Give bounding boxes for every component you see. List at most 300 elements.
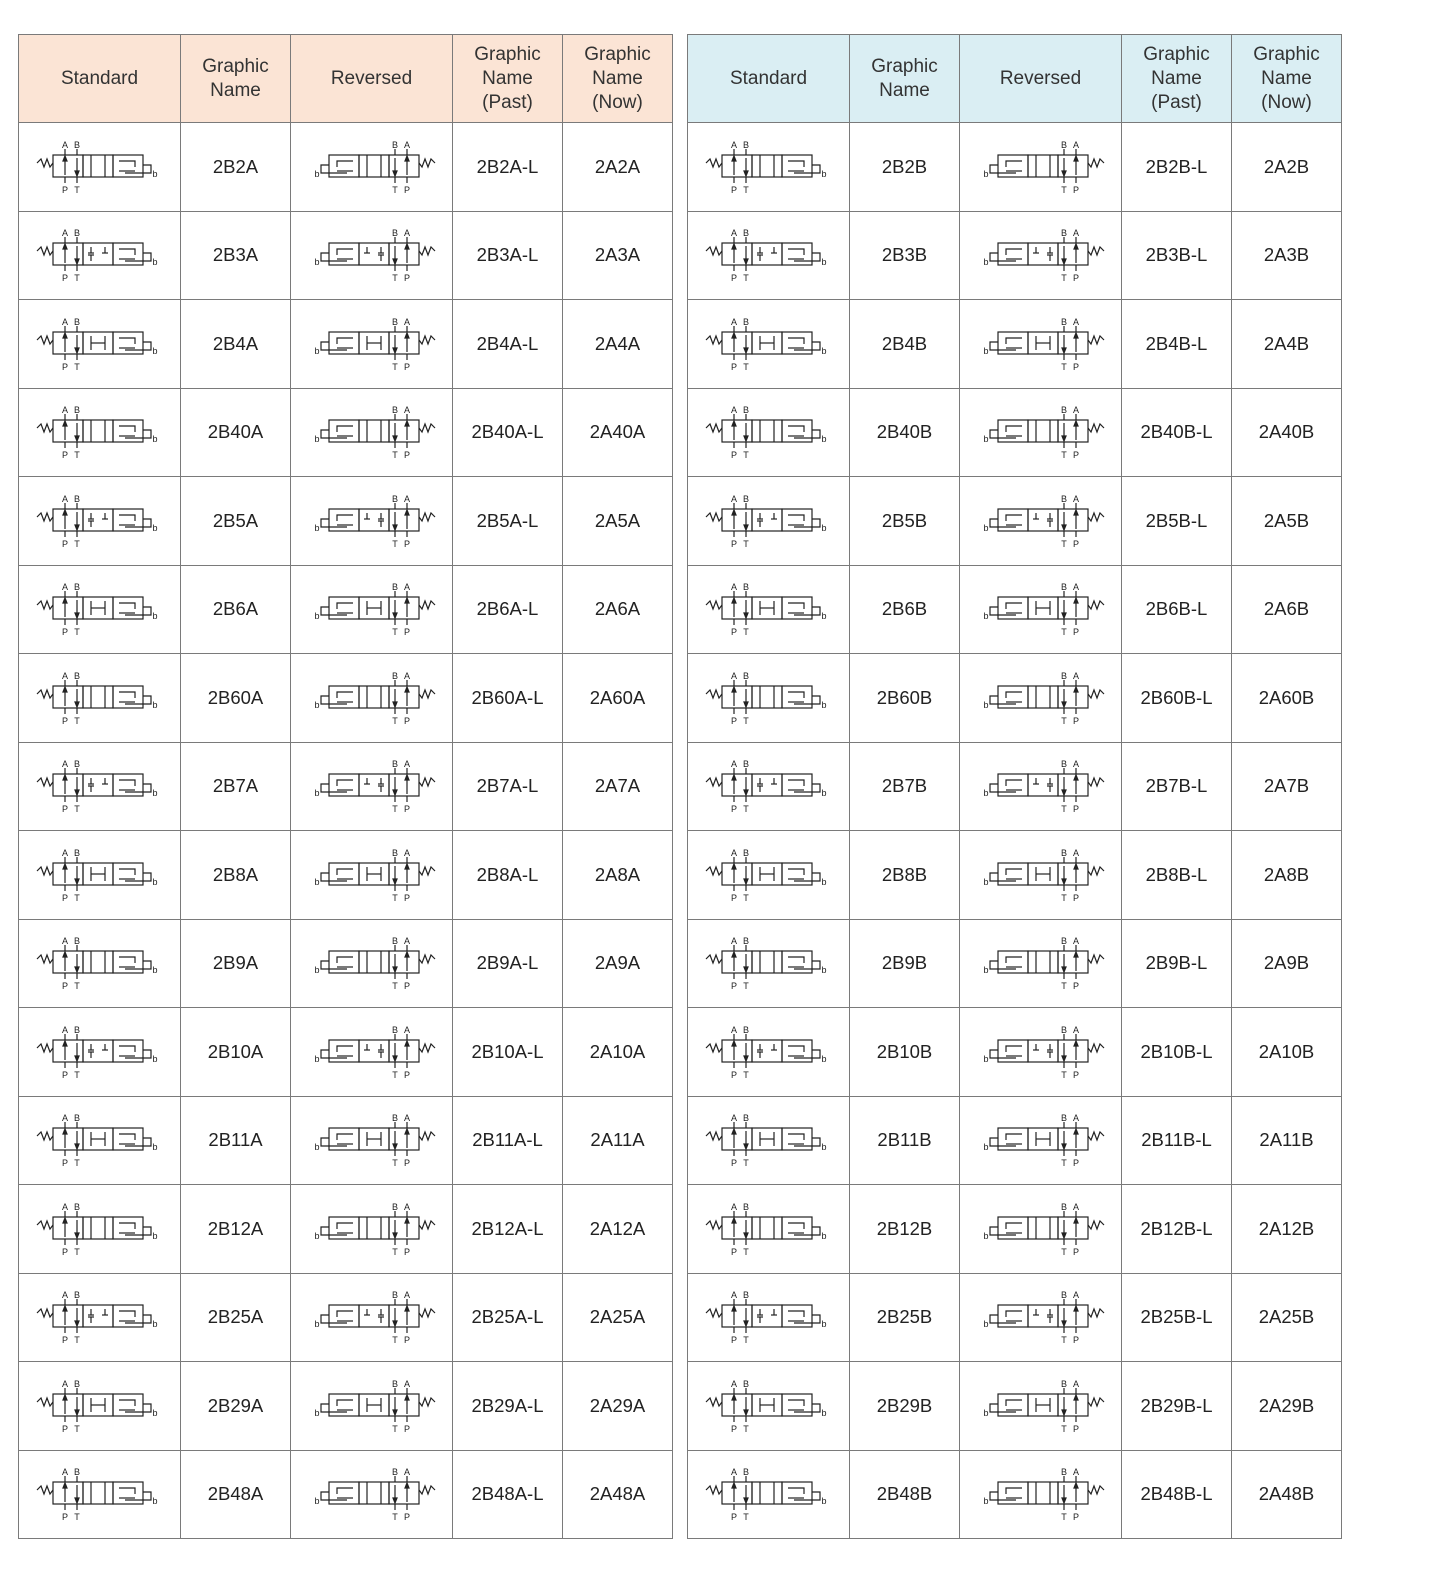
- table-row: [688, 565, 1342, 654]
- port-label: A: [730, 670, 737, 681]
- cell-graphic-name-past: 2B3A-L: [453, 211, 563, 300]
- cell-graphic-name: 2B25A: [181, 1273, 291, 1362]
- port-label: A: [403, 1467, 410, 1478]
- cell-standard-symbol: [688, 477, 850, 566]
- standard-valve-symbol-icon: [25, 1022, 175, 1082]
- table-row: [19, 1362, 673, 1451]
- port-label: P: [403, 1335, 410, 1346]
- table-row: [688, 1096, 1342, 1185]
- port-label: T: [73, 361, 80, 372]
- port-label: B: [742, 493, 749, 504]
- cell-reversed-symbol: [960, 742, 1122, 831]
- cell-standard-symbol: [19, 654, 181, 743]
- table-row: [19, 1273, 673, 1362]
- port-label: B: [742, 670, 749, 681]
- port-label: b: [820, 965, 827, 976]
- port-label: b: [313, 1053, 320, 1064]
- cell-graphic-name-past: 2B2B-L: [1122, 123, 1232, 212]
- cell-graphic-name-past: 2B8B-L: [1122, 831, 1232, 920]
- port-label: b: [151, 611, 158, 622]
- cell-graphic-name-now: 2A3B: [1232, 211, 1342, 300]
- cell-graphic-name: 2B12A: [181, 1185, 291, 1274]
- port-label: A: [61, 847, 68, 858]
- port-label: B: [1060, 493, 1067, 504]
- port-label: T: [391, 361, 398, 372]
- cell-reversed-symbol: [291, 919, 453, 1008]
- cell-graphic-name-past: 2B3B-L: [1122, 211, 1232, 300]
- port-label: P: [403, 715, 410, 726]
- cell-reversed-symbol: [291, 831, 453, 920]
- cell-graphic-name-now: 2A4B: [1232, 300, 1342, 389]
- port-label: P: [403, 273, 410, 284]
- cell-graphic-name-past: 2B10B-L: [1122, 1008, 1232, 1097]
- port-label: T: [73, 1246, 80, 1257]
- port-label: B: [391, 847, 398, 858]
- cell-graphic-name: 2B60A: [181, 654, 291, 743]
- cell-graphic-name-now: 2A2A: [563, 123, 673, 212]
- port-label: A: [1072, 1201, 1079, 1212]
- reversed-valve-symbol-icon: [297, 668, 447, 728]
- cell-reversed-symbol: [960, 388, 1122, 477]
- header-graphic-name-now: Graphic Name (Now): [1232, 35, 1342, 123]
- port-label: B: [742, 1290, 749, 1301]
- cell-graphic-name-past: 2B40A-L: [453, 388, 563, 477]
- port-label: T: [742, 892, 749, 903]
- cell-standard-symbol: [19, 300, 181, 389]
- port-label: B: [1060, 582, 1067, 593]
- cell-standard-symbol: [19, 1096, 181, 1185]
- standard-valve-symbol-icon: [25, 491, 175, 551]
- port-label: B: [391, 1201, 398, 1212]
- header-graphic-name: Graphic Name: [181, 35, 291, 123]
- cell-graphic-name-past: 2B7A-L: [453, 742, 563, 831]
- port-label: A: [730, 1201, 737, 1212]
- cell-graphic-name-now: 2A40B: [1232, 388, 1342, 477]
- port-label: T: [73, 804, 80, 815]
- port-label: P: [61, 627, 68, 638]
- cell-reversed-symbol: [960, 1450, 1122, 1539]
- cell-standard-symbol: [688, 300, 850, 389]
- reversed-valve-symbol-icon: [966, 933, 1116, 993]
- standard-valve-symbol-icon: [25, 1287, 175, 1347]
- standard-valve-symbol-icon: [25, 845, 175, 905]
- cell-standard-symbol: [688, 565, 850, 654]
- port-label: P: [730, 1423, 737, 1434]
- port-label: A: [61, 1467, 68, 1478]
- port-label: A: [1072, 759, 1079, 770]
- port-label: T: [742, 450, 749, 461]
- port-label: A: [403, 405, 410, 416]
- port-label: T: [1060, 361, 1067, 372]
- port-label: B: [1060, 847, 1067, 858]
- port-label: A: [61, 316, 68, 327]
- port-label: P: [1072, 1335, 1079, 1346]
- reversed-valve-symbol-icon: [297, 402, 447, 462]
- cell-reversed-symbol: [291, 565, 453, 654]
- standard-valve-symbol-icon: [694, 137, 844, 197]
- port-label: A: [61, 405, 68, 416]
- port-label: P: [61, 804, 68, 815]
- port-label: P: [1072, 804, 1079, 815]
- port-label: T: [742, 361, 749, 372]
- reversed-valve-symbol-icon: [966, 1376, 1116, 1436]
- cell-reversed-symbol: [960, 477, 1122, 566]
- port-label: T: [742, 184, 749, 195]
- port-label: P: [403, 1069, 410, 1080]
- port-label: A: [730, 759, 737, 770]
- cell-graphic-name-now: 2A8B: [1232, 831, 1342, 920]
- port-label: A: [61, 493, 68, 504]
- cell-reversed-symbol: [960, 1185, 1122, 1274]
- port-label: A: [403, 1201, 410, 1212]
- cell-standard-symbol: [688, 1450, 850, 1539]
- port-label: b: [820, 1142, 827, 1153]
- standard-valve-symbol-icon: [25, 402, 175, 462]
- port-label: b: [313, 1407, 320, 1418]
- port-label: B: [1060, 1290, 1067, 1301]
- port-label: A: [1072, 847, 1079, 858]
- port-label: P: [403, 361, 410, 372]
- cell-graphic-name-now: 2A7B: [1232, 742, 1342, 831]
- cell-graphic-name: 2B4B: [850, 300, 960, 389]
- port-label: T: [1060, 981, 1067, 992]
- port-label: T: [391, 1423, 398, 1434]
- port-label: A: [403, 847, 410, 858]
- cell-standard-symbol: [688, 1273, 850, 1362]
- port-label: A: [403, 316, 410, 327]
- cell-graphic-name-now: 2A10B: [1232, 1008, 1342, 1097]
- port-label: B: [391, 316, 398, 327]
- port-label: b: [820, 1319, 827, 1330]
- cell-standard-symbol: [688, 1096, 850, 1185]
- cell-graphic-name-now: 2A60A: [563, 654, 673, 743]
- port-label: T: [1060, 1512, 1067, 1523]
- table-row: [19, 477, 673, 566]
- port-label: P: [61, 538, 68, 549]
- cell-graphic-name: 2B9B: [850, 919, 960, 1008]
- port-label: B: [391, 1024, 398, 1035]
- port-label: T: [742, 715, 749, 726]
- port-label: T: [742, 1512, 749, 1523]
- cell-graphic-name-now: 2A25A: [563, 1273, 673, 1362]
- port-label: B: [742, 582, 749, 593]
- port-label: B: [742, 759, 749, 770]
- port-label: b: [151, 1053, 158, 1064]
- table-row: [688, 388, 1342, 477]
- cell-reversed-symbol: [960, 919, 1122, 1008]
- cell-standard-symbol: [688, 388, 850, 477]
- cell-graphic-name: 2B10A: [181, 1008, 291, 1097]
- port-label: A: [403, 1113, 410, 1124]
- port-label: P: [730, 1512, 737, 1523]
- port-label: b: [313, 1496, 320, 1507]
- cell-graphic-name: 2B9A: [181, 919, 291, 1008]
- standard-valve-symbol-icon: [25, 137, 175, 197]
- port-label: P: [403, 981, 410, 992]
- port-label: P: [403, 538, 410, 549]
- port-label: A: [730, 1113, 737, 1124]
- port-label: P: [1072, 1512, 1079, 1523]
- cell-graphic-name-past: 2B60B-L: [1122, 654, 1232, 743]
- port-label: B: [742, 847, 749, 858]
- port-label: b: [820, 257, 827, 268]
- cell-reversed-symbol: [960, 300, 1122, 389]
- table-row: [19, 1185, 673, 1274]
- port-label: A: [730, 1290, 737, 1301]
- port-label: A: [730, 1467, 737, 1478]
- standard-valve-symbol-icon: [694, 1110, 844, 1170]
- port-label: A: [403, 1378, 410, 1389]
- valve-table-b: [687, 34, 1342, 1539]
- port-label: b: [982, 1142, 989, 1153]
- port-label: P: [1072, 273, 1079, 284]
- cell-standard-symbol: [19, 388, 181, 477]
- port-label: A: [403, 493, 410, 504]
- reversed-valve-symbol-icon: [966, 1022, 1116, 1082]
- port-label: T: [1060, 627, 1067, 638]
- table-row: [688, 654, 1342, 743]
- standard-valve-symbol-icon: [25, 933, 175, 993]
- cell-graphic-name-past: 2B25A-L: [453, 1273, 563, 1362]
- port-label: T: [1060, 450, 1067, 461]
- port-label: b: [151, 1496, 158, 1507]
- cell-reversed-symbol: [960, 565, 1122, 654]
- port-label: B: [742, 139, 749, 150]
- port-label: P: [1072, 1158, 1079, 1169]
- port-label: T: [73, 715, 80, 726]
- cell-standard-symbol: [19, 1273, 181, 1362]
- port-label: A: [61, 228, 68, 239]
- port-label: T: [742, 1335, 749, 1346]
- standard-valve-symbol-icon: [694, 1022, 844, 1082]
- header-row: [19, 35, 673, 123]
- header-reversed: Reversed: [291, 35, 453, 123]
- standard-valve-symbol-icon: [694, 756, 844, 816]
- table-body: [19, 123, 673, 1539]
- cell-reversed-symbol: [291, 1362, 453, 1451]
- reversed-valve-symbol-icon: [966, 1199, 1116, 1259]
- port-label: B: [73, 1113, 80, 1124]
- port-label: B: [73, 759, 80, 770]
- port-label: A: [1072, 582, 1079, 593]
- reversed-valve-symbol-icon: [966, 491, 1116, 551]
- port-label: b: [982, 876, 989, 887]
- cell-graphic-name: 2B4A: [181, 300, 291, 389]
- cell-graphic-name: 2B2A: [181, 123, 291, 212]
- reversed-valve-symbol-icon: [297, 1464, 447, 1524]
- cell-graphic-name-now: 2A6A: [563, 565, 673, 654]
- port-label: b: [982, 788, 989, 799]
- cell-reversed-symbol: [291, 1096, 453, 1185]
- port-label: b: [982, 522, 989, 533]
- port-label: B: [1060, 1024, 1067, 1035]
- port-label: T: [1060, 273, 1067, 284]
- port-label: b: [313, 1142, 320, 1153]
- port-label: B: [742, 1467, 749, 1478]
- cell-standard-symbol: [688, 742, 850, 831]
- port-label: P: [403, 1246, 410, 1257]
- cell-graphic-name-past: 2B25B-L: [1122, 1273, 1232, 1362]
- port-label: P: [403, 892, 410, 903]
- table-row: [19, 565, 673, 654]
- reversed-valve-symbol-icon: [966, 137, 1116, 197]
- port-label: B: [742, 936, 749, 947]
- port-label: A: [61, 1290, 68, 1301]
- header-graphic-name-past: Graphic Name (Past): [453, 35, 563, 123]
- port-label: B: [1060, 1378, 1067, 1389]
- cell-graphic-name-now: 2A25B: [1232, 1273, 1342, 1362]
- cell-graphic-name: 2B6A: [181, 565, 291, 654]
- port-label: B: [391, 582, 398, 593]
- table-row: [19, 211, 673, 300]
- cell-graphic-name-now: 2A29A: [563, 1362, 673, 1451]
- port-label: B: [391, 1378, 398, 1389]
- port-label: b: [313, 876, 320, 887]
- port-label: P: [1072, 538, 1079, 549]
- table-row: [19, 1008, 673, 1097]
- port-label: b: [151, 345, 158, 356]
- port-label: T: [391, 1512, 398, 1523]
- cell-graphic-name: 2B8A: [181, 831, 291, 920]
- port-label: b: [151, 1142, 158, 1153]
- reversed-valve-symbol-icon: [966, 314, 1116, 374]
- port-label: b: [820, 434, 827, 445]
- cell-standard-symbol: [688, 654, 850, 743]
- port-label: B: [1060, 228, 1067, 239]
- cell-reversed-symbol: [960, 1273, 1122, 1362]
- port-label: b: [820, 522, 827, 533]
- port-label: T: [391, 1335, 398, 1346]
- port-label: A: [730, 847, 737, 858]
- port-label: T: [742, 273, 749, 284]
- port-label: T: [73, 1069, 80, 1080]
- table-row: [19, 1096, 673, 1185]
- port-label: P: [730, 715, 737, 726]
- cell-graphic-name-now: 2A5B: [1232, 477, 1342, 566]
- cell-standard-symbol: [688, 1362, 850, 1451]
- port-label: B: [73, 670, 80, 681]
- cell-graphic-name-past: 2B9A-L: [453, 919, 563, 1008]
- port-label: B: [73, 936, 80, 947]
- port-label: A: [1072, 228, 1079, 239]
- table-row: [688, 1185, 1342, 1274]
- cell-graphic-name-past: 2B5B-L: [1122, 477, 1232, 566]
- cell-reversed-symbol: [291, 211, 453, 300]
- port-label: A: [1072, 139, 1079, 150]
- port-label: P: [403, 450, 410, 461]
- port-label: A: [1072, 1024, 1079, 1035]
- port-label: T: [1060, 1423, 1067, 1434]
- port-label: B: [391, 139, 398, 150]
- port-label: b: [313, 1230, 320, 1241]
- port-label: B: [391, 1113, 398, 1124]
- cell-graphic-name-past: 2B11A-L: [453, 1096, 563, 1185]
- cell-graphic-name-past: 2B48B-L: [1122, 1450, 1232, 1539]
- table-row: [688, 1362, 1342, 1451]
- port-label: B: [73, 316, 80, 327]
- port-label: b: [151, 522, 158, 533]
- port-label: A: [1072, 493, 1079, 504]
- port-label: b: [820, 1496, 827, 1507]
- standard-valve-symbol-icon: [694, 1464, 844, 1524]
- cell-reversed-symbol: [960, 1096, 1122, 1185]
- reversed-valve-symbol-icon: [297, 1110, 447, 1170]
- port-label: A: [1072, 1290, 1079, 1301]
- standard-valve-symbol-icon: [694, 845, 844, 905]
- port-label: T: [73, 450, 80, 461]
- reversed-valve-symbol-icon: [297, 1022, 447, 1082]
- table-row: [688, 300, 1342, 389]
- cell-graphic-name: 2B5A: [181, 477, 291, 566]
- port-label: b: [982, 434, 989, 445]
- reversed-valve-symbol-icon: [297, 1287, 447, 1347]
- cell-reversed-symbol: [291, 654, 453, 743]
- standard-valve-symbol-icon: [25, 1464, 175, 1524]
- port-label: B: [742, 1024, 749, 1035]
- port-label: A: [61, 759, 68, 770]
- port-label: b: [313, 699, 320, 710]
- cell-reversed-symbol: [960, 1362, 1122, 1451]
- cell-reversed-symbol: [291, 1273, 453, 1362]
- port-label: A: [730, 1378, 737, 1389]
- cell-standard-symbol: [19, 123, 181, 212]
- port-label: P: [403, 1423, 410, 1434]
- port-label: A: [61, 936, 68, 947]
- cell-graphic-name-past: 2B8A-L: [453, 831, 563, 920]
- cell-reversed-symbol: [291, 123, 453, 212]
- port-label: b: [982, 1319, 989, 1330]
- table-row: [688, 211, 1342, 300]
- port-label: b: [982, 345, 989, 356]
- cell-graphic-name: 2B3A: [181, 211, 291, 300]
- cell-standard-symbol: [688, 831, 850, 920]
- port-label: P: [61, 981, 68, 992]
- standard-valve-symbol-icon: [25, 1199, 175, 1259]
- port-label: B: [391, 493, 398, 504]
- port-label: T: [742, 1158, 749, 1169]
- cell-graphic-name-past: 2B40B-L: [1122, 388, 1232, 477]
- port-label: P: [61, 184, 68, 195]
- header-reversed: Reversed: [960, 35, 1122, 123]
- cell-standard-symbol: [19, 1185, 181, 1274]
- cell-reversed-symbol: [291, 300, 453, 389]
- reversed-valve-symbol-icon: [966, 1110, 1116, 1170]
- port-label: T: [73, 273, 80, 284]
- port-label: B: [1060, 1201, 1067, 1212]
- port-label: b: [982, 1407, 989, 1418]
- header-graphic-name: Graphic Name: [850, 35, 960, 123]
- standard-valve-symbol-icon: [25, 1376, 175, 1436]
- port-label: B: [391, 1290, 398, 1301]
- cell-standard-symbol: [19, 565, 181, 654]
- port-label: P: [730, 1335, 737, 1346]
- port-label: B: [73, 1467, 80, 1478]
- port-label: P: [730, 1158, 737, 1169]
- port-label: B: [742, 1201, 749, 1212]
- port-label: b: [982, 611, 989, 622]
- port-label: P: [1072, 1423, 1079, 1434]
- table-row: [19, 742, 673, 831]
- port-label: b: [820, 699, 827, 710]
- port-label: T: [742, 981, 749, 992]
- port-label: P: [1072, 1246, 1079, 1257]
- port-label: P: [61, 450, 68, 461]
- cell-graphic-name-now: 2A11B: [1232, 1096, 1342, 1185]
- port-label: B: [391, 670, 398, 681]
- cell-graphic-name: 2B25B: [850, 1273, 960, 1362]
- port-label: B: [73, 139, 80, 150]
- cell-graphic-name: 2B11B: [850, 1096, 960, 1185]
